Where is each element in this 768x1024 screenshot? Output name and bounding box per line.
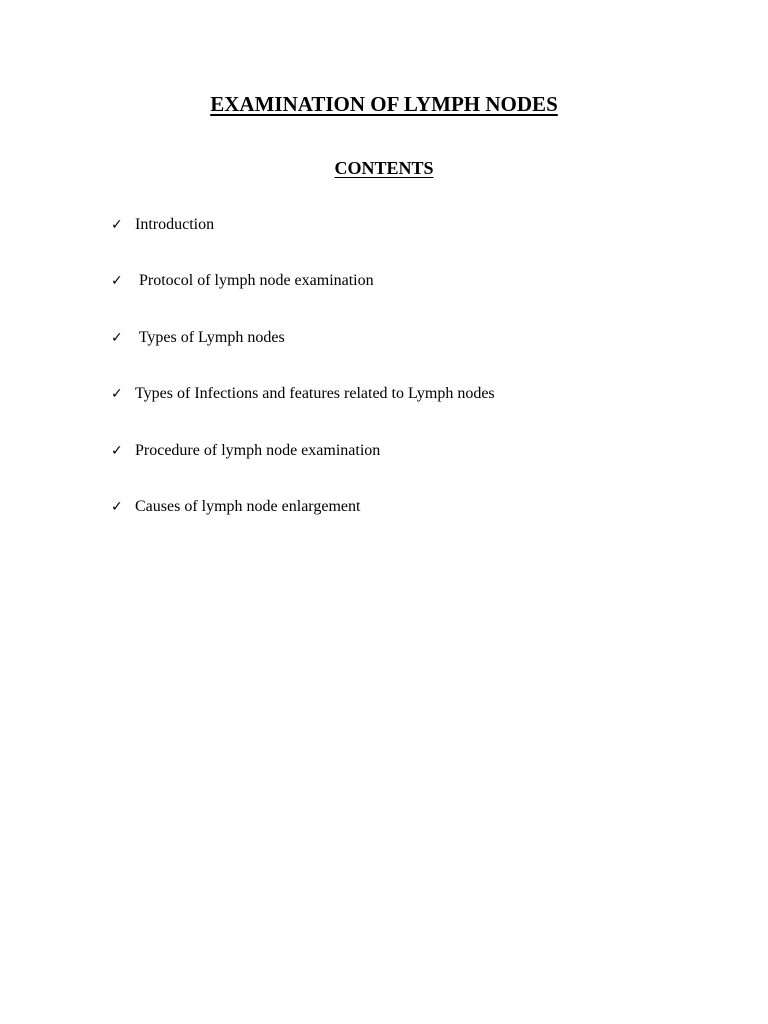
page-title: EXAMINATION OF LYMPH NODES — [210, 92, 558, 116]
list-item — [111, 381, 495, 437]
check-icon: ✓ — [111, 442, 123, 459]
check-icon: ✓ — [111, 273, 123, 290]
list-item-label: Procedure of lymph node examination — [135, 441, 381, 459]
list-item — [111, 438, 495, 494]
list-item-label: Types of Lymph nodes — [135, 328, 285, 346]
check-icon: ✓ — [111, 386, 123, 403]
list-item-label: Causes of lymph node enlargement — [135, 497, 361, 515]
list-item-label: Introduction — [135, 216, 215, 233]
check-icon: ✓ — [111, 329, 123, 346]
list-item — [111, 268, 495, 324]
check-icon: ✓ — [111, 217, 123, 233]
list-item — [111, 212, 495, 268]
list-item-label: Types of Infections and features related to Lymph nodes — [135, 385, 495, 403]
list-item — [111, 494, 495, 550]
list-item-label: Protocol of lymph node examination — [135, 272, 374, 290]
check-icon: ✓ — [111, 498, 123, 515]
contents-heading: CONTENTS — [334, 158, 434, 178]
contents-list — [111, 212, 495, 550]
list-item — [111, 325, 495, 381]
